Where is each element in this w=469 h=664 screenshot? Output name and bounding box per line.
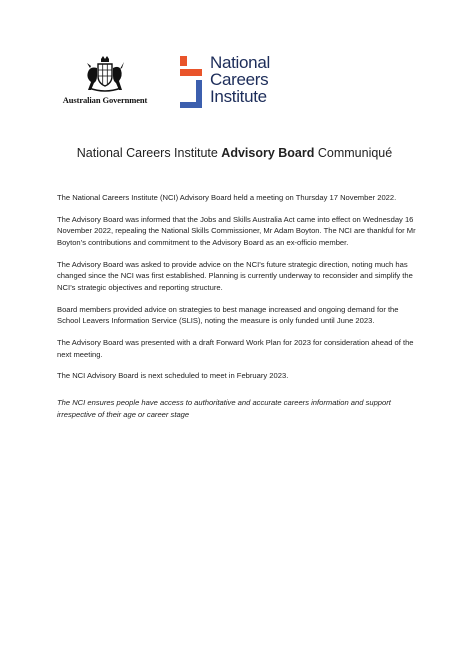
- nci-word-careers: Careers: [210, 70, 269, 89]
- paragraph-4: Board members provided advice on strategies to best manage increased and ongoing demand for the School Leavers Information Service (SLIS), noting the measure is only funded until June 2023.: [57, 304, 399, 326]
- government-wordmark: Australian Government: [62, 95, 148, 105]
- title-bold: Advisory Board: [221, 146, 315, 160]
- paragraph-5: The Advisory Board was presented with a draft Forward Work Plan for 2023 for consideration ahead of the next meeting.: [57, 338, 414, 359]
- australian-government-logo: [60, 56, 150, 110]
- nci-logo: [180, 54, 300, 114]
- paragraph-3: The Advisory Board was asked to provide advice on the NCI’s future strategic direction, noting much has changed since the NCI was first established. Planning is currently underway to reconsider and simplify the NCI’s strategic objectives and reporting structure.: [57, 259, 413, 292]
- title-prefix: National Careers Institute: [76, 146, 222, 160]
- paragraph-6: The NCI Advisory Board is next scheduled to meet in February 2023.: [57, 371, 289, 381]
- nci-word-national: National: [210, 53, 270, 72]
- paragraph-2: The Advisory Board was informed that the Jobs and Skills Australia Act came into effect on Wednesday 16 November 2022, repealing the National Skills Commissioner, Mr Adam Boyton. The NCI are thankful for Mr Boyton’s contributions and commitment to the Advisory Board as an ex-officio member.: [57, 214, 416, 247]
- nci-word-institute: Institute: [210, 87, 267, 106]
- coat-of-arms-icon: [81, 56, 129, 94]
- title-suffix: Communiqué: [314, 146, 393, 160]
- communique-body: [57, 192, 417, 392]
- paragraph-1: The National Careers Institute (NCI) Advisory Board held a meeting on Thursday 17 November 2022.: [57, 193, 397, 202]
- page-title: [0, 146, 469, 160]
- nci-wordmark: [210, 54, 270, 105]
- nci-tagline: The NCI ensures people have access to authoritative and accurate careers information and support irrespective of their age or career stage: [57, 398, 391, 419]
- nci-mark-icon: [180, 56, 204, 112]
